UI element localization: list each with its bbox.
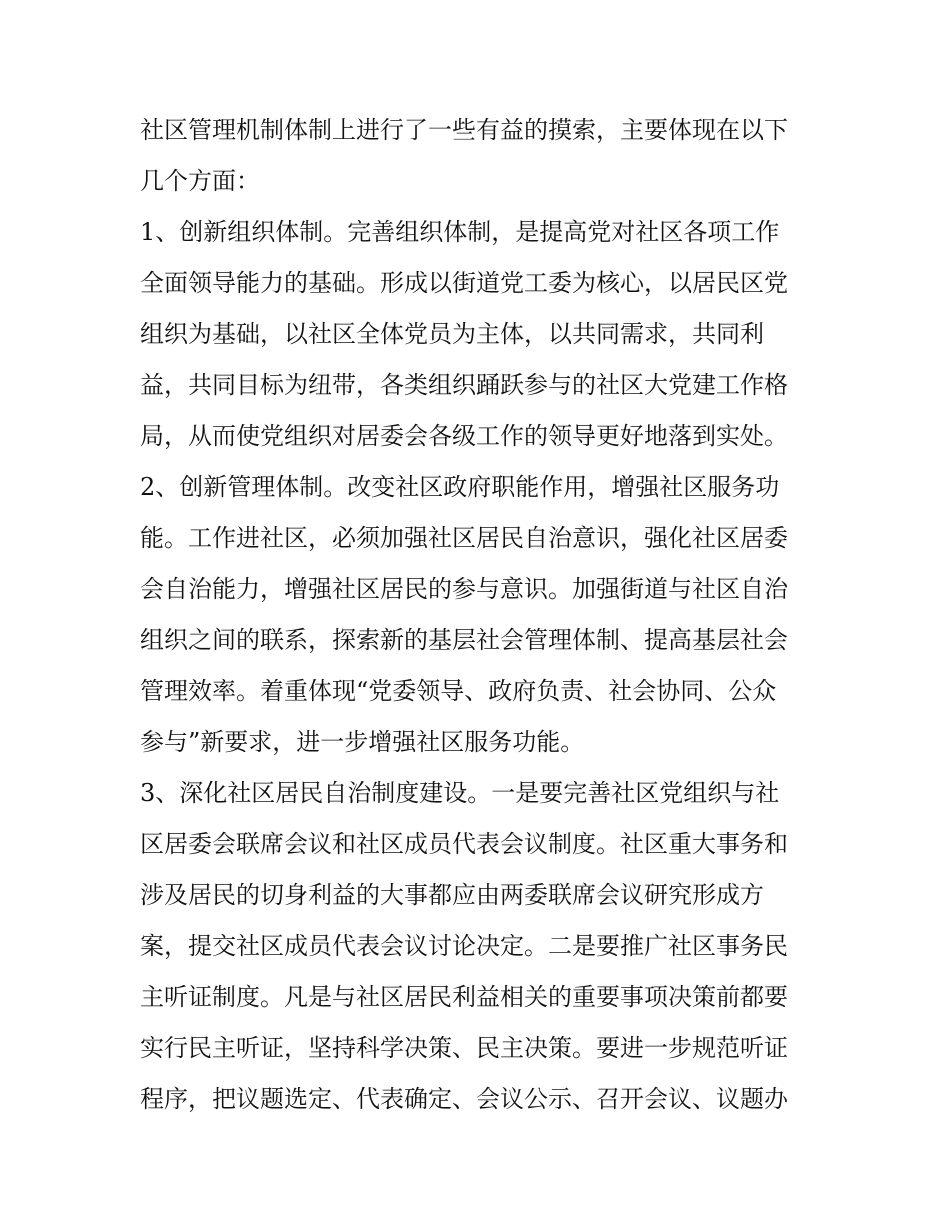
text-line: 1、创新组织体制。完善组织体制，是提高党对社区各项工作 (140, 218, 780, 246)
text-line: 3、深化社区居民自治制度建设。一是要完善社区党组织与社 (140, 779, 780, 807)
text-line: 几个方面： (140, 167, 260, 195)
text-line: 程序，把议题选定、代表确定、会议公示、召开会议、议题办 (140, 1085, 788, 1113)
text-line: 区居委会联席会议和社区成员代表会议制度。社区重大事务和 (140, 830, 788, 858)
text-line: 会自治能力，增强社区居民的参与意识。加强街道与社区自治 (140, 575, 788, 603)
text-line: 能。工作进社区，必须加强社区居民自治意识，强化社区居委 (140, 524, 788, 552)
text-line: 益，共同目标为纽带，各类组织踊跃参与的社区大党建工作格 (140, 371, 788, 399)
text-line: 参与”新要求，进一步增强社区服务功能。 (140, 728, 585, 756)
text-line: 全面领导能力的基础。形成以街道党工委为核心，以居民区党 (140, 269, 788, 297)
text-line: 涉及居民的切身利益的大事都应由两委联席会议研究形成方 (140, 881, 764, 909)
text-line: 社区管理机制体制上进行了一些有益的摸索，主要体现在以下 (140, 116, 788, 144)
text-line: 主听证制度。凡是与社区居民利益相关的重要事项决策前都要 (140, 983, 788, 1011)
text-line: 组织为基础，以社区全体党员为主体，以共同需求，共同利 (140, 320, 764, 348)
document-body (140, 105, 812, 1125)
text-line: 实行民主听证，坚持科学决策、民主决策。要进一步规范听证 (140, 1034, 788, 1062)
text-line: 管理效率。着重体现“党委领导、政府负责、社会协同、公众 (140, 677, 777, 705)
text-line: 2、创新管理体制。改变社区政府职能作用，增强社区服务功 (140, 473, 780, 501)
text-line: 局，从而使党组织对居委会各级工作的领导更好地落到实处。 (140, 422, 788, 450)
text-line: 案，提交社区成员代表会议讨论决定。二是要推广社区事务民 (140, 932, 788, 960)
text-line: 组织之间的联系，探索新的基层社会管理体制、提高基层社会 (140, 626, 788, 654)
